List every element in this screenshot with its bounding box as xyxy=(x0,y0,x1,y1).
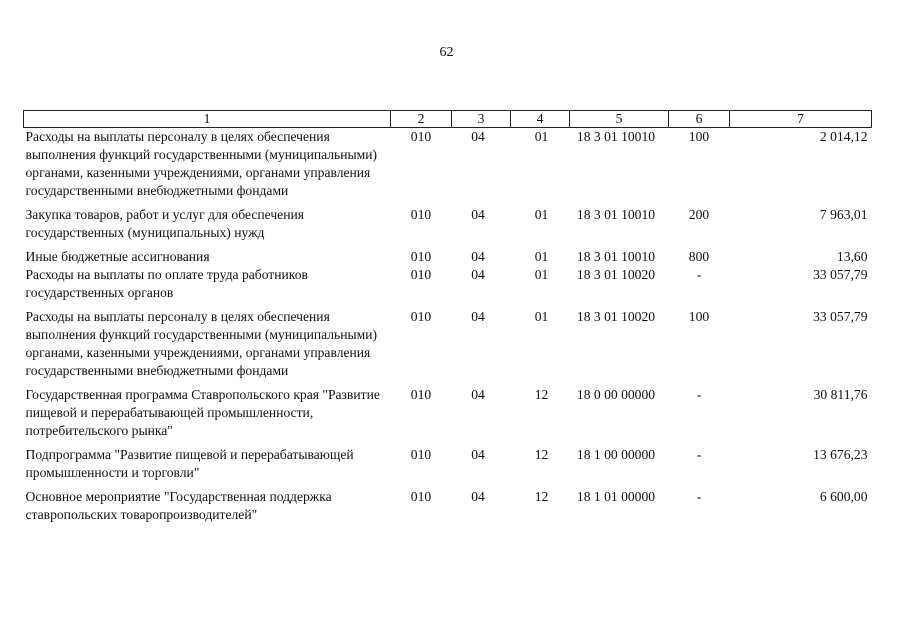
cell-subsection: 04 xyxy=(471,129,485,144)
cell-name: Расходы на выплаты персоналу в целях обеспечения выполнения функций государственными (муниципальными) органами, казенными учреждениями, органами управления государственными внебюджетными фондами xyxy=(25,129,378,198)
header-col-3: 3 xyxy=(452,111,511,128)
cell-amount: 13 676,23 xyxy=(813,447,868,462)
cell-subsection: 04 xyxy=(471,387,485,402)
cell-name: Расходы на выплаты по оплате труда работников государственных органов xyxy=(25,267,308,300)
cell-expense-type: 200 xyxy=(688,207,710,222)
cell-section: 010 xyxy=(410,267,432,282)
cell-section: 010 xyxy=(410,309,432,324)
table-row xyxy=(24,308,872,386)
page-number: 62 xyxy=(439,45,454,60)
table-row xyxy=(24,266,872,308)
cell-target-code: 18 1 01 00000 xyxy=(576,489,656,504)
header-col-4: 4 xyxy=(511,111,570,128)
table-row xyxy=(24,128,872,207)
cell-expense-type: 800 xyxy=(688,249,710,264)
table-row xyxy=(24,206,872,248)
cell-target-code: 18 0 00 00000 xyxy=(576,387,656,402)
cell-subsection-2: 12 xyxy=(534,447,549,462)
cell-amount: 7 963,01 xyxy=(819,207,868,222)
cell-expense-type: - xyxy=(696,387,702,402)
cell-subsection-2: 01 xyxy=(534,309,549,324)
table-header xyxy=(24,111,872,128)
cell-target-code: 18 3 01 10010 xyxy=(576,129,656,144)
cell-amount: 33 057,79 xyxy=(813,309,868,324)
cell-expense-type: 100 xyxy=(688,129,710,144)
cell-target-code: 18 3 01 10020 xyxy=(576,267,656,282)
cell-name: Государственная программа Ставропольского края "Развитие пищевой и перерабатывающей промышленности, потребительского рынка" xyxy=(25,387,380,438)
budget-table xyxy=(23,110,872,524)
cell-subsection-2: 01 xyxy=(534,267,549,282)
cell-subsection: 04 xyxy=(471,309,485,324)
cell-subsection: 04 xyxy=(471,207,485,222)
cell-name: Основное мероприятие "Государственная поддержка ставропольских товаропроизводителей" xyxy=(25,489,332,522)
cell-section: 010 xyxy=(410,489,432,504)
cell-name: Подпрограмма "Развитие пищевой и перерабатывающей промышленности и торговли" xyxy=(25,447,354,480)
cell-target-code: 18 3 01 10010 xyxy=(576,207,656,222)
cell-amount: 13,60 xyxy=(836,249,868,264)
header-col-2: 2 xyxy=(391,111,452,128)
cell-amount: 33 057,79 xyxy=(813,267,868,282)
cell-subsection-2: 12 xyxy=(534,489,549,504)
cell-amount: 6 600,00 xyxy=(819,489,868,504)
cell-expense-type: - xyxy=(696,267,702,282)
cell-section: 010 xyxy=(410,207,432,222)
cell-expense-type: - xyxy=(696,489,702,504)
cell-subsection: 04 xyxy=(471,447,485,462)
cell-subsection-2: 12 xyxy=(534,387,549,402)
header-col-7: 7 xyxy=(730,111,872,128)
cell-subsection: 04 xyxy=(471,267,485,282)
cell-subsection: 04 xyxy=(471,489,485,504)
table-row xyxy=(24,386,872,446)
cell-target-code: 18 3 01 10010 xyxy=(576,249,656,264)
cell-subsection-2: 01 xyxy=(534,129,549,144)
table-row xyxy=(24,488,872,524)
table-header-row xyxy=(24,111,872,128)
header-col-5: 5 xyxy=(570,111,669,128)
table-row xyxy=(24,248,872,266)
header-col-1: 1 xyxy=(24,111,391,128)
cell-target-code: 18 1 00 00000 xyxy=(576,447,656,462)
cell-subsection: 04 xyxy=(471,249,485,264)
cell-expense-type: 100 xyxy=(688,309,710,324)
cell-section: 010 xyxy=(410,249,432,264)
cell-amount: 2 014,12 xyxy=(819,129,868,144)
cell-subsection-2: 01 xyxy=(534,207,549,222)
table-body xyxy=(24,128,872,525)
table-row xyxy=(24,446,872,488)
cell-section: 010 xyxy=(410,129,432,144)
cell-name: Расходы на выплаты персоналу в целях обеспечения выполнения функций государственными (муниципальными) органами, казенными учреждениями, органами управления государственными внебюджетными фондами xyxy=(25,309,378,378)
cell-name: Закупка товаров, работ и услуг для обеспечения государственных (муниципальных) нужд xyxy=(25,207,304,240)
cell-target-code: 18 3 01 10020 xyxy=(576,309,656,324)
cell-subsection-2: 01 xyxy=(534,249,549,264)
cell-name: Иные бюджетные ассигнования xyxy=(25,249,210,264)
cell-expense-type: - xyxy=(696,447,702,462)
cell-section: 010 xyxy=(410,387,432,402)
cell-amount: 30 811,76 xyxy=(813,387,868,402)
header-col-6: 6 xyxy=(669,111,730,128)
cell-section: 010 xyxy=(410,447,432,462)
